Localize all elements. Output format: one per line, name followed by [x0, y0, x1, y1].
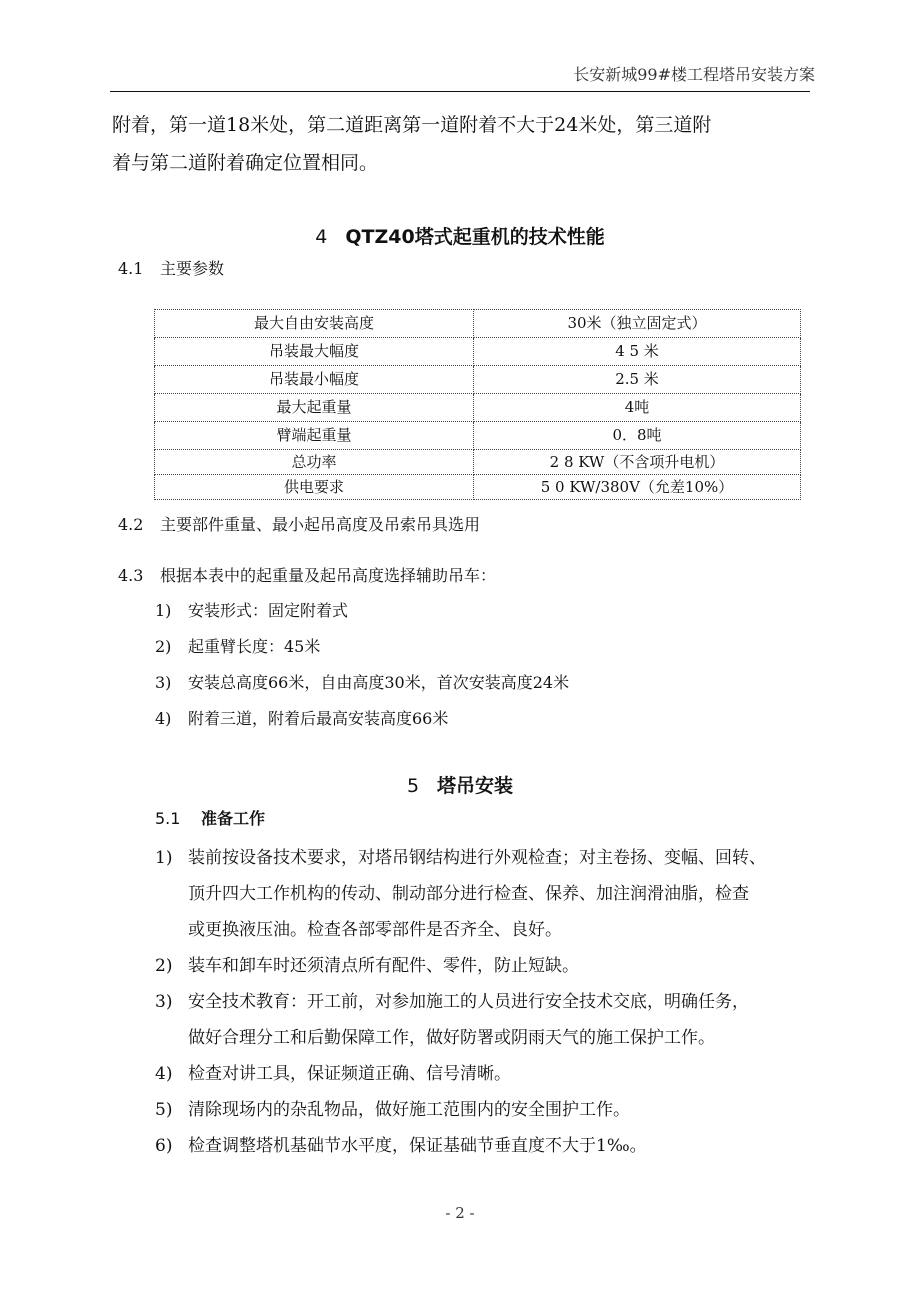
list-marker: 5) [155, 1100, 173, 1120]
table-row [155, 450, 801, 475]
list-item-text: 起重臂长度：45米 [188, 637, 321, 656]
list-marker: 4) [155, 1064, 173, 1084]
table-row [155, 310, 801, 338]
list-item [155, 1128, 815, 1164]
list-marker: 3) [155, 673, 172, 692]
list-item-line: 安全技术教育：开工前，对参加施工的人员进行安全技术交底，明确任务， [188, 992, 749, 1012]
intro-line-1: 附着，第一道18米处，第二道距离第一道附着不大于24米处，第三道附 [112, 114, 712, 136]
list-item-text: 安装形式：固定附着式 [188, 601, 349, 620]
table-row [155, 394, 801, 422]
list-marker: 4) [155, 709, 172, 728]
list-item-line: 或更换液压油。检查各部零部件是否齐全、良好。 [188, 920, 562, 940]
list-item-line: 做好合理分工和后勤保障工作，做好防署或阴雨天气的施工保护工作。 [188, 1028, 715, 1048]
list-item [155, 1056, 815, 1092]
subsection-4-1 [118, 258, 224, 280]
list-item-line: 顶升四大工作机构的传动、制动部分进行检查、保养、加注润滑油脂，检查 [188, 884, 749, 904]
table-cell-label: 最大起重量 [155, 394, 474, 422]
list-item [155, 948, 815, 984]
list-item-line: 装前按设备技术要求，对塔吊钢结构进行外观检查；对主卷扬、变幅、回转、 [188, 848, 766, 868]
section-4-number: 4 [315, 226, 328, 248]
table-cell-value: 30米（独立固定式） [474, 310, 801, 338]
subsection-4-2-number: 4.2 [118, 515, 144, 534]
intro-line-2: 着与第二道附着确定位置相同。 [112, 152, 379, 174]
table-cell-label: 最大自由安装高度 [155, 310, 474, 338]
subsection-5-1-title: 准备工作 [201, 809, 266, 828]
table-cell-label: 总功率 [155, 450, 474, 475]
section-5-title: 塔吊安装 [437, 775, 514, 797]
list-item [155, 701, 815, 737]
table-row [155, 422, 801, 450]
subsection-4-1-title: 主要参数 [160, 259, 225, 278]
list-item-text: 安装总高度66米，自由高度30米，首次安装高度24米 [188, 673, 570, 692]
table-cell-label: 臂端起重量 [155, 422, 474, 450]
subsection-4-2-title: 主要部件重量、最小起吊高度及吊索吊具选用 [160, 515, 481, 534]
section-5-number: 5 [406, 775, 420, 797]
page-number: - 2 - [445, 1204, 475, 1222]
list-marker: 1) [155, 848, 173, 868]
parameter-table [154, 309, 801, 500]
list-marker: 2) [155, 637, 172, 656]
table-cell-label: 吊装最小幅度 [155, 366, 474, 394]
table-cell-value: 5 0 KW/380V（允差10%） [474, 475, 801, 500]
header-rule [110, 91, 810, 92]
table-cell-value: 4吨 [474, 394, 801, 422]
list-item-line: 装车和卸车时还须清点所有配件、零件，防止短缺。 [188, 956, 579, 976]
subsection-4-1-number: 4.1 [118, 259, 144, 278]
subsection-4-3 [118, 565, 496, 587]
list-marker: 2) [155, 956, 173, 976]
list-marker: 3) [155, 992, 173, 1012]
list-item [155, 840, 815, 948]
section-4-title: QTZ40塔式起重机的技术性能 [345, 226, 605, 248]
subsection-4-3-number: 4.3 [118, 566, 144, 585]
intro-paragraph [112, 106, 812, 182]
list-item [155, 1092, 815, 1128]
subsection-4-2 [118, 514, 480, 536]
list-marker: 6) [155, 1136, 173, 1156]
list-item [155, 593, 815, 629]
list-item [155, 629, 815, 665]
table-cell-label: 供电要求 [155, 475, 474, 500]
list-item-line: 检查对讲工具，保证频道正确、信号清晰。 [188, 1064, 511, 1084]
section-5-heading [0, 774, 920, 798]
section-4-list [155, 593, 815, 737]
list-item-line: 检查调整塔机基础节水平度，保证基础节垂直度不大于1‰。 [188, 1136, 647, 1156]
section-4-heading [0, 225, 920, 249]
list-item-text: 附着三道，附着后最高安装高度66米 [188, 709, 449, 728]
table-row [155, 338, 801, 366]
list-item [155, 984, 815, 1056]
subsection-4-3-title: 根据本表中的起重量及起吊高度选择辅助吊车： [160, 566, 497, 585]
section-5-list [155, 840, 815, 1164]
table-cell-value: 4 5 米 [474, 338, 801, 366]
table-row [155, 366, 801, 394]
table-cell-value: 0．8吨 [474, 422, 801, 450]
table-cell-value: 2 8 KW（不含项升电机） [474, 450, 801, 475]
table-row [155, 475, 801, 500]
document-header-title: 长安新城99#楼工程塔吊安装方案 [573, 65, 815, 84]
list-item-line: 清除现场内的杂乱物品，做好施工范围内的安全围护工作。 [188, 1100, 630, 1120]
list-marker: 1) [155, 601, 172, 620]
subsection-5-1 [155, 808, 265, 830]
table-cell-value: 2.5 米 [474, 366, 801, 394]
list-item [155, 665, 815, 701]
subsection-5-1-number: 5.1 [155, 809, 181, 828]
table-cell-label: 吊装最大幅度 [155, 338, 474, 366]
